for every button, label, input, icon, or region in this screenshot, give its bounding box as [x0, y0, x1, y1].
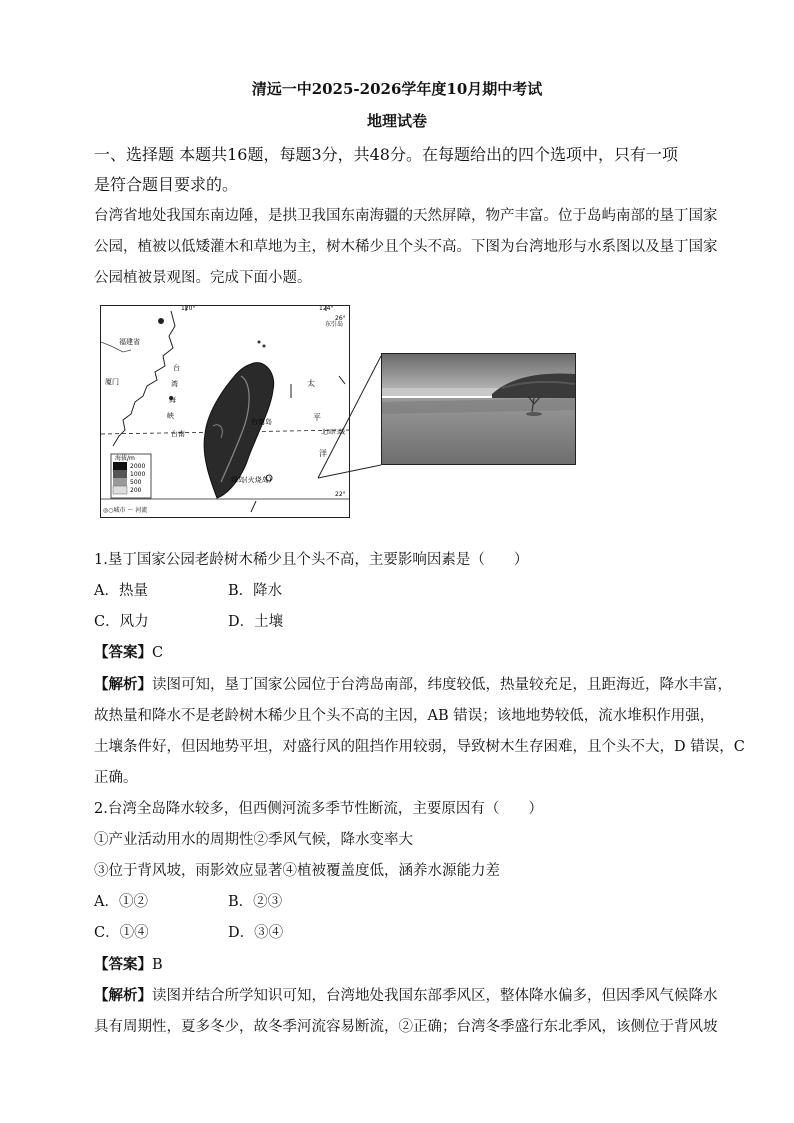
legend-val-500: 500	[130, 479, 142, 486]
lon120-label: 120°	[181, 306, 196, 312]
kenting-photo	[381, 353, 576, 465]
q1-option-c: C．风力	[94, 614, 149, 630]
q2-answer-label: 【答案】	[94, 956, 152, 973]
ocean-char-1: 太	[307, 379, 315, 388]
q2-answer-value: B	[152, 957, 163, 973]
q1-option-b: B．降水	[228, 583, 283, 599]
q1-analysis-label: 【解析】	[94, 676, 152, 693]
strait-char-4: 峡	[167, 412, 174, 420]
legend-val-1000: 1000	[130, 471, 146, 478]
q2-analysis-line1	[94, 984, 718, 1005]
exam-title: 清远一中2025-2026学年度10月期中考试	[251, 80, 543, 98]
q1-analysis-line3: 土壤条件好，但因地势平坦，对盛行风的阻挡作用较弱，导致树木生存困难，且个头不大，D 错误，C	[94, 739, 745, 755]
q2-statement-line2: ③位于背风坡，雨影效应显著④植被覆盖度低，涵养水源能力差	[94, 863, 500, 879]
legend-val-200: 200	[130, 487, 142, 494]
lvdao-label: 绿岛(火烧岛)	[231, 476, 272, 484]
strait-char-2: 湾	[171, 380, 178, 388]
q1-analysis-line1	[94, 673, 732, 694]
q1-analysis-line2: 故热量和降水不是老龄树木稀少且个头不高的主因，AB 错误；该地地势较低，流水堆积作用强，	[94, 708, 715, 724]
q2-stem: 2.台湾全岛降水较多，但西侧河流多季节性断流，主要原因有（ ）	[94, 801, 543, 817]
tainan-label: 台南	[171, 430, 185, 438]
q2-analysis-line2: 具有周期性，夏多冬少，故冬季河流容易断流，②正确；台湾冬季盛行东北季风，该侧位于背风坡	[94, 1019, 718, 1035]
q2-option-b: B．②③	[228, 894, 283, 910]
legend-bottom: ◎○城市 〜 河流	[103, 507, 148, 514]
q1-option-d: D．土壤	[228, 614, 284, 630]
ocean-char-3: 洋	[319, 449, 327, 458]
strait-char-1: 台	[173, 364, 180, 372]
ocean-char-2: 平	[313, 413, 321, 422]
stem-line3: 公园植被景观图。完成下面小题。	[94, 270, 312, 286]
strait-char-3: 海	[169, 396, 176, 404]
lon124-label: 124°	[319, 306, 334, 312]
stem-line2: 公园，植被以低矮灌木和草地为主，树木稀少且个头不高。下图为台湾地形与水系图以及垦丁国家	[94, 239, 718, 255]
q2-analysis-text1: 读图并结合所学知识可知，台湾地处我国东部季风区，整体降水偏多，但因季风气候降水	[152, 988, 718, 1004]
q2-option-d: D．③④	[228, 925, 284, 941]
q1-answer	[94, 641, 714, 662]
xiamen-label: 厦门	[105, 378, 119, 386]
exam-subtitle: 地理试卷	[366, 112, 427, 130]
q2-statement-line1: ①产业活动用水的周期性②季风气候，降水变率大	[94, 832, 413, 848]
q1-answer-label: 【答案】	[94, 644, 152, 661]
q2-analysis-label: 【解析】	[94, 987, 152, 1004]
legend-val-2000: 2000	[130, 463, 146, 470]
q2-option-c: C．①④	[94, 925, 149, 941]
section-heading-line1: 一、选择题 本题共16题，每题3分，共48分。在每题给出的四个选项中，只有一项	[94, 145, 678, 164]
q1-analysis-line4: 正确。	[94, 770, 138, 786]
dongyin-label: 东引岛	[325, 321, 344, 328]
q1-answer-value: C	[152, 645, 164, 661]
q2-answer	[94, 953, 714, 974]
q1-option-a: A．热量	[94, 583, 148, 599]
q2-option-a: A．①②	[94, 894, 148, 910]
section-heading-line2: 是符合题目要求的。	[94, 175, 239, 194]
lat26-label: 26°	[335, 315, 346, 322]
island-label: 台湾岛	[251, 418, 272, 426]
q1-stem: 1.垦丁国家公园老龄树木稀少且个头不高，主要影响因素是（ ）	[94, 552, 529, 568]
q1-analysis-text1: 读图可知，垦丁国家公园位于台湾岛南部，纬度较低，热量较充足，且距海近，降水丰富，	[152, 677, 732, 693]
tropic-label: 北回归线	[321, 429, 346, 436]
fujian-label: 福建省	[119, 338, 140, 346]
lat22-label: 22°	[335, 491, 346, 498]
stem-line1: 台湾省地处我国东南边陲，是拱卫我国东南海疆的天然屏障，物产丰富。位于岛屿南部的垦丁国家	[94, 208, 718, 224]
legend-title: 海拔/m	[115, 455, 135, 462]
